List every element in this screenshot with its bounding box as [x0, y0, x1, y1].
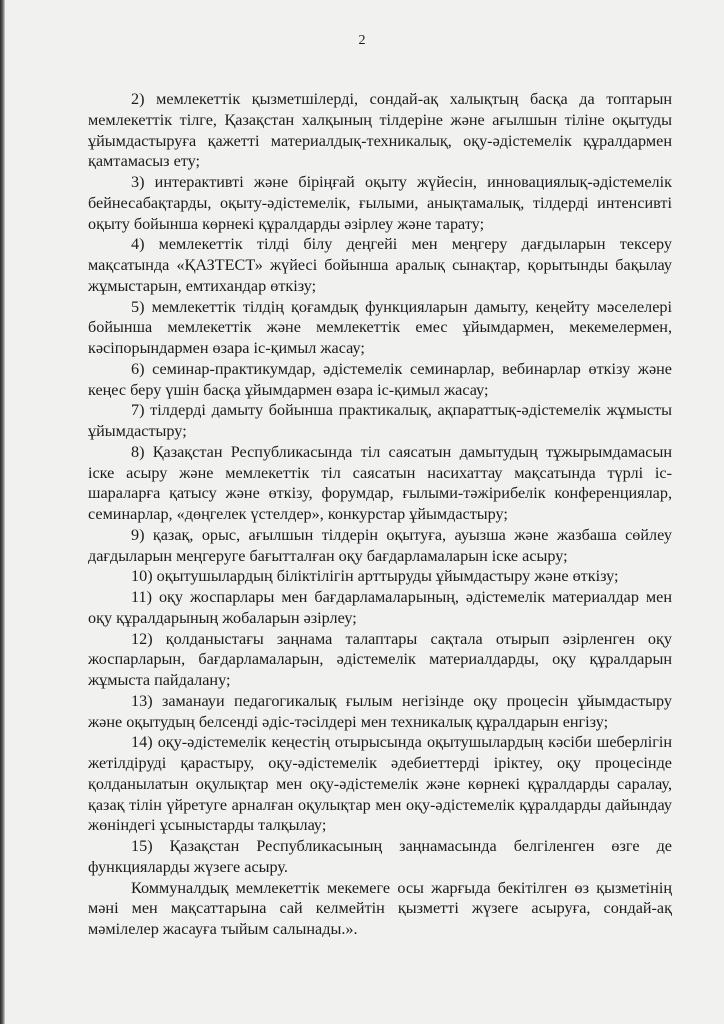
list-item-11: 11) оқу жоспарлары мен бағдарламаларының, әдістемелік материалдар мен оқу құралдарының жобаларын әзірлеу; — [88, 588, 672, 627]
list-item-8: 8) Қазақстан Республикасында тіл саясатын дамытудың тұжырымдамасын іске асыру және мемлекеттік тіл саясатын насихаттау мақсатында түрлі іс-шараларға қатысу және өткізу, форумдар, ғылыми-тәжірибелік конференциялар, семинарлар, «дөңгелек үстелдер», конкурстар ұйымдастыру; — [88, 442, 672, 523]
list-item-5: 5) мемлекеттік тілдің қоғамдық функцияларын дамыту, кеңейту мәселелері бойынша мемлекеттік және мемлекеттік емес ұйымдармен, мекемелермен, кәсіпорындармен өзара іс-қимыл жасау; — [88, 297, 672, 357]
list-item-4: 4) мемлекеттік тілді білу деңгейі мен меңгеру дағдыларын тексеру мақсатында «ҚАЗТЕСТ» жүйесі бойынша аралық сынақтар, қорытынды бақылау жұмыстарын, емтихандар өткізу; — [88, 235, 672, 295]
list-item-6: 6) семинар-практикумдар, әдістемелік семинарлар, вебинарлар өткізу және кеңес беру үшін басқа ұйымдармен өзара іс-қимыл жасау; — [88, 359, 672, 399]
list-item-13: 13) заманауи педагогикалық ғылым негізінде оқу процесін ұйымдастыру және оқытудың белсенді әдіс-тәсілдері мен техникалық құралдарын енгізу; — [88, 691, 672, 731]
document-body — [88, 89, 672, 940]
list-item-12: 12) қолданыстағы заңнама талаптары сақтала отырып әзірленген оқу жоспарларын, бағдарламаларын, әдістемелік материалдарды, оқу құралдарын жұмыста пайдалану; — [88, 629, 672, 689]
list-item-10: 10) оқытушылардың біліктілігін арттыруды ұйымдастыру және өткізу; — [131, 567, 619, 586]
scan-edge — [0, 0, 5, 1024]
list-item-14: 14) оқу-әдістемелік кеңестің отырысында оқытушылардың кәсіби шеберлігін жетілдіруді қарастыру, оқу-әдістемелік әдебиеттерді іріктеу, оқу процесінде қолданылатын оқулықтар мен оқу-әдістемелік және көрнекі құралдарды саралау, қазақ тілін үйретуге арналған оқулықтар мен оқу-әдістемелік құралдарды дайындау жөніндегі ұсыныстарды талқылау; — [88, 733, 672, 835]
page-number: 2 — [358, 33, 366, 48]
list-item-2: 2) мемлекеттік қызметшілерді, сондай-ақ халықтың басқа да топтарын мемлекеттік тілге, Қазақстан халқының тілдеріне және ағылшын тіліне оқытуды ұйымдастыруға қажетті материалдық-техникалық, оқу-әдістемелік құралдармен қамтамасыз ету; — [88, 90, 672, 171]
list-item-7: 7) тілдерді дамыту бойынша практикалық, ақпараттық-әдістемелік жұмысты ұйымдастыру; — [88, 401, 672, 440]
list-item-9: 9) қазақ, орыс, ағылшын тілдерін оқытуға, ауызша және жазбаша сөйлеу дағдыларын меңгеруге бағытталған оқу бағдарламаларын іске асыру; — [88, 525, 672, 565]
list-item-15: 15) Қазақстан Республикасының заңнамасында белгіленген өзге де функцияларды жүзеге асыру. — [88, 837, 672, 876]
list-item-3: 3) интерактивті және біріңғай оқыту жүйесін, инновациялық-әдістемелік бейнесабақтарды, оқыту-әдістемелік, ғылыми, анықтамалық, тілдерді интенсивті оқыту бойынша көрнекі құралдарды әзірлеу және тарату; — [88, 173, 672, 233]
closing-paragraph: Коммуналдық мемлекеттік мекемеге осы жарғыда бекітілген өз қызметінің мәні мен мақсаттарына сай келмейтін қызметті жүзеге асыруға, сондай-ақ мәмілелер жасауға тыйым салынады.». — [88, 878, 672, 938]
